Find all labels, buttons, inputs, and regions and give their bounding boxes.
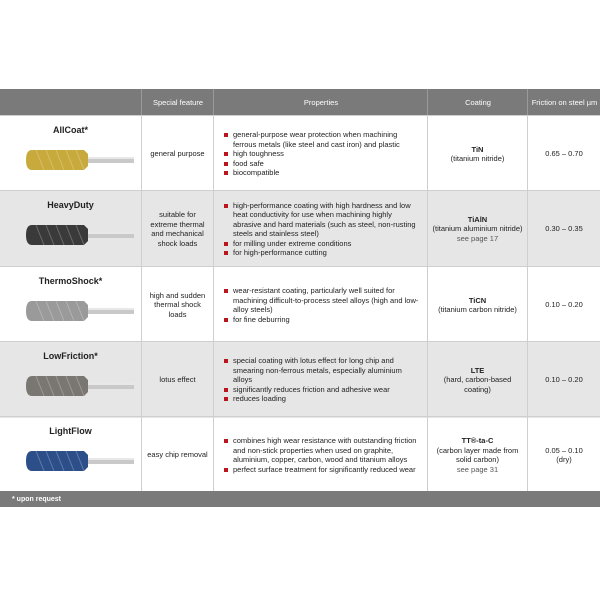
property-item: food safe (224, 159, 421, 169)
coating-cell (427, 191, 527, 267)
properties-list (224, 130, 421, 178)
footnote: * upon request (0, 491, 600, 507)
coating-product-name: AllCoat* (52, 125, 88, 135)
properties-list (224, 201, 421, 258)
special-feature-cell: suitable for extreme thermal and mechanical shock loads (141, 191, 213, 267)
table-row (0, 266, 600, 343)
coating-product-name: ThermoShock* (38, 276, 103, 286)
properties-list (224, 286, 421, 324)
properties-cell (213, 116, 427, 192)
coating-page-ref: see page 17 (456, 233, 499, 243)
coating-cell (427, 417, 527, 493)
special-feature-cell: general purpose (141, 116, 213, 192)
header-friction: Friction on steel µm (527, 89, 600, 115)
friction-cell (527, 267, 600, 343)
table-row (0, 416, 600, 493)
property-item: high toughness (224, 149, 421, 159)
coating-cell (427, 342, 527, 418)
property-item: special coating with lotus effect for long chip and smearing non-ferrous metals, especially aluminium alloys (224, 356, 421, 385)
burr-tool-image (24, 144, 134, 176)
tool-cell (0, 116, 141, 192)
table-row (0, 190, 600, 267)
burr-tool-image (24, 219, 134, 251)
special-feature-cell: lotus effect (141, 342, 213, 418)
header-special-feature: Special feature (141, 89, 214, 115)
coating-name: TT®-ta-C (461, 436, 494, 445)
header-coating: Coating (427, 89, 528, 115)
coating-cell (427, 267, 527, 343)
properties-cell (213, 191, 427, 267)
property-item: reduces loading (224, 394, 421, 404)
tool-cell (0, 267, 141, 343)
table-row (0, 341, 600, 418)
coating-name: TiN (471, 144, 484, 154)
tool-cell (0, 191, 141, 267)
friction-value: 0.10 – 0.20 (545, 300, 583, 310)
property-item: combines high wear resistance with outstanding friction and non-stick properties when used on graphite, aluminium, copper, carbon, wood and titanium alloys (224, 436, 421, 465)
coating-description: (carbon layer made from solid carbon) (436, 445, 519, 464)
special-feature-cell: easy chip removal (141, 417, 213, 493)
properties-cell (213, 342, 427, 418)
friction-note: (dry) (556, 455, 572, 464)
friction-cell (527, 116, 600, 192)
header-properties: Properties (213, 89, 428, 115)
coating-description: (hard, carbon-based coating) (443, 375, 512, 394)
coating-product-name: LowFriction* (43, 351, 98, 361)
properties-list (224, 356, 421, 404)
coating-description: (titanium aluminium nitride) (432, 224, 523, 234)
friction-cell (527, 342, 600, 418)
burr-tool-image (24, 445, 134, 477)
friction-cell (527, 417, 600, 493)
coating-name: LTE (470, 365, 485, 375)
coating-product-name: LightFlow (49, 426, 92, 436)
friction-value: 0.10 – 0.20 (545, 375, 583, 385)
burr-tool-image (24, 370, 134, 402)
properties-cell (213, 267, 427, 343)
coating-description: (titanium carbon nitride) (438, 305, 517, 314)
coating-page-ref: see page 31 (456, 464, 499, 474)
friction-value: 0.30 – 0.35 (545, 224, 583, 234)
property-item: high-performance coating with high hardness and low heat conductivity for use when machining highly abrasive and hard materials (such as steel, non-rusting steels and stainless steel) (224, 201, 421, 239)
coating-name: TiAlN (467, 214, 488, 224)
tool-cell (0, 342, 141, 418)
friction-cell (527, 191, 600, 267)
special-feature-cell: high and sudden thermal shock loads (141, 267, 213, 343)
property-item: perfect surface treatment for significantly reduced wear (224, 465, 421, 475)
friction-value: 0.05 – 0.10 (545, 445, 583, 455)
coating-product-name: HeavyDuty (47, 200, 94, 210)
coating-description: (titanium nitride) (450, 154, 505, 163)
properties-cell (213, 417, 427, 493)
property-item: for high-performance cutting (224, 248, 421, 258)
property-item: general-purpose wear protection when machining ferrous metals (like steel and cast iron) and plastic (224, 130, 421, 149)
property-item: wear-resistant coating, particularly well suited for machining difficult-to-process steel alloys (high and low-alloy steels) (224, 286, 421, 315)
table-row (0, 115, 600, 192)
coating-name: TiCN (468, 295, 487, 305)
tool-cell (0, 417, 141, 493)
friction-value: 0.65 – 0.70 (545, 149, 583, 159)
property-item: for fine deburring (224, 315, 421, 325)
coating-cell (427, 116, 527, 192)
table-header (0, 89, 600, 115)
burr-tool-image (24, 295, 134, 327)
properties-list (224, 436, 421, 474)
property-item: biocompatible (224, 168, 421, 178)
property-item: for milling under extreme conditions (224, 239, 421, 249)
property-item: significantly reduces friction and adhesive wear (224, 385, 421, 395)
